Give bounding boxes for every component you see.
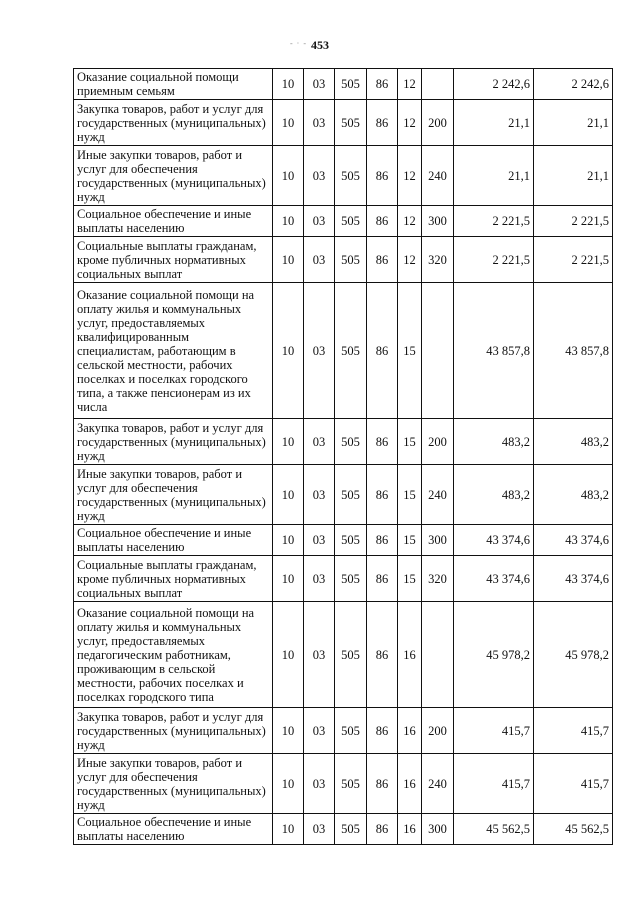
cell-program: 505 [335,708,367,754]
cell-expense-type [422,69,454,100]
cell-subsection: 03 [304,525,335,556]
cell-section: 10 [273,146,304,206]
cell-expense-type: 320 [422,556,454,602]
cell-section: 10 [273,754,304,814]
cell-item: 16 [398,602,422,708]
cell-section: 10 [273,283,304,419]
cell-subsection: 03 [304,556,335,602]
table-row [74,69,613,100]
cell-expense-type: 300 [422,525,454,556]
table-row [74,708,613,754]
cell-amount-1: 21,1 [454,146,534,206]
cell-subsection: 03 [304,814,335,845]
table-body [74,69,613,845]
cell-subprogram: 86 [367,465,398,525]
cell-subprogram: 86 [367,69,398,100]
cell-amount-2: 21,1 [534,100,613,146]
cell-expense-type [422,602,454,708]
cell-amount-1: 2 242,6 [454,69,534,100]
table-row [74,237,613,283]
table-row [74,754,613,814]
cell-amount-1: 2 221,5 [454,237,534,283]
cell-program: 505 [335,754,367,814]
cell-name: Закупка товаров, работ и услуг для государственных (муниципальных) нужд [74,100,273,146]
cell-name: Иные закупки товаров, работ и услуг для обеспечения государственных (муниципальных) нужд [74,465,273,525]
cell-name: Социальное обеспечение и иные выплаты населению [74,206,273,237]
cell-amount-1: 43 374,6 [454,525,534,556]
scan-mark: - · - [290,39,307,48]
cell-subsection: 03 [304,754,335,814]
cell-name: Оказание социальной помощи приемным семьям [74,69,273,100]
cell-section: 10 [273,237,304,283]
cell-subsection: 03 [304,283,335,419]
cell-subprogram: 86 [367,708,398,754]
table-row [74,206,613,237]
cell-amount-1: 43 857,8 [454,283,534,419]
cell-expense-type: 200 [422,100,454,146]
table-row [74,146,613,206]
cell-expense-type: 200 [422,708,454,754]
cell-item: 15 [398,525,422,556]
cell-section: 10 [273,525,304,556]
cell-amount-1: 45 978,2 [454,602,534,708]
table-row [74,283,613,419]
cell-item: 15 [398,465,422,525]
cell-subsection: 03 [304,602,335,708]
cell-expense-type: 320 [422,237,454,283]
cell-subsection: 03 [304,237,335,283]
cell-item: 15 [398,419,422,465]
cell-name: Социальное обеспечение и иные выплаты населению [74,814,273,845]
cell-subprogram: 86 [367,556,398,602]
cell-program: 505 [335,100,367,146]
cell-subprogram: 86 [367,814,398,845]
cell-subprogram: 86 [367,754,398,814]
cell-name: Социальные выплаты гражданам, кроме публичных нормативных социальных выплат [74,556,273,602]
budget-table [73,68,613,845]
cell-name: Иные закупки товаров, работ и услуг для обеспечения государственных (муниципальных) нужд [74,146,273,206]
cell-name: Социальные выплаты гражданам, кроме публичных нормативных социальных выплат [74,237,273,283]
cell-amount-2: 2 221,5 [534,237,613,283]
cell-program: 505 [335,525,367,556]
cell-subprogram: 86 [367,146,398,206]
cell-amount-1: 2 221,5 [454,206,534,237]
cell-amount-1: 415,7 [454,708,534,754]
cell-name: Оказание социальной помощи на оплату жилья и коммунальных услуг, предоставляемых педагогическим работникам, проживающим в сельской местности, рабочих поселках и поселках городского типа [74,602,273,708]
cell-amount-1: 415,7 [454,754,534,814]
cell-name: Социальное обеспечение и иные выплаты населению [74,525,273,556]
cell-item: 15 [398,556,422,602]
cell-subprogram: 86 [367,419,398,465]
cell-amount-1: 21,1 [454,100,534,146]
cell-subprogram: 86 [367,525,398,556]
cell-subsection: 03 [304,69,335,100]
cell-amount-2: 483,2 [534,465,613,525]
table-row [74,602,613,708]
cell-amount-2: 2 242,6 [534,69,613,100]
cell-name: Иные закупки товаров, работ и услуг для обеспечения государственных (муниципальных) нужд [74,754,273,814]
cell-amount-2: 45 978,2 [534,602,613,708]
cell-section: 10 [273,465,304,525]
cell-section: 10 [273,556,304,602]
table-row [74,419,613,465]
cell-amount-1: 483,2 [454,465,534,525]
cell-item: 15 [398,283,422,419]
cell-expense-type: 240 [422,465,454,525]
cell-expense-type: 300 [422,206,454,237]
table-row [74,814,613,845]
table-row [74,465,613,525]
cell-program: 505 [335,465,367,525]
cell-program: 505 [335,146,367,206]
cell-expense-type: 240 [422,754,454,814]
cell-program: 505 [335,206,367,237]
cell-subsection: 03 [304,100,335,146]
cell-subprogram: 86 [367,100,398,146]
page-number-text: 453 [311,38,329,52]
cell-amount-2: 21,1 [534,146,613,206]
cell-item: 16 [398,754,422,814]
cell-item: 12 [398,100,422,146]
cell-amount-2: 415,7 [534,754,613,814]
cell-subsection: 03 [304,206,335,237]
cell-section: 10 [273,206,304,237]
cell-section: 10 [273,419,304,465]
page-number [0,38,640,53]
cell-program: 505 [335,419,367,465]
cell-name: Закупка товаров, работ и услуг для государственных (муниципальных) нужд [74,708,273,754]
cell-program: 505 [335,69,367,100]
cell-program: 505 [335,556,367,602]
cell-item: 12 [398,69,422,100]
cell-section: 10 [273,814,304,845]
cell-program: 505 [335,283,367,419]
cell-item: 12 [398,206,422,237]
cell-subsection: 03 [304,708,335,754]
cell-section: 10 [273,69,304,100]
cell-amount-2: 415,7 [534,708,613,754]
cell-subsection: 03 [304,146,335,206]
cell-item: 12 [398,237,422,283]
table-row [74,556,613,602]
cell-item: 16 [398,814,422,845]
table-row [74,100,613,146]
cell-amount-2: 483,2 [534,419,613,465]
cell-expense-type [422,283,454,419]
cell-amount-2: 43 374,6 [534,525,613,556]
cell-subprogram: 86 [367,206,398,237]
cell-amount-2: 43 857,8 [534,283,613,419]
cell-amount-2: 2 221,5 [534,206,613,237]
cell-amount-2: 43 374,6 [534,556,613,602]
cell-item: 16 [398,708,422,754]
cell-section: 10 [273,708,304,754]
cell-section: 10 [273,602,304,708]
cell-program: 505 [335,602,367,708]
table-row [74,525,613,556]
cell-subprogram: 86 [367,602,398,708]
cell-expense-type: 240 [422,146,454,206]
cell-expense-type: 200 [422,419,454,465]
cell-amount-1: 45 562,5 [454,814,534,845]
cell-program: 505 [335,237,367,283]
cell-subsection: 03 [304,465,335,525]
cell-name: Оказание социальной помощи на оплату жилья и коммунальных услуг, предоставляемых квалифицированным специалистам, работающим в сельской местности, рабочих поселках и поселках городского типа, а также пенсионерам из их числа [74,283,273,419]
cell-amount-1: 483,2 [454,419,534,465]
cell-section: 10 [273,100,304,146]
cell-subprogram: 86 [367,283,398,419]
cell-amount-2: 45 562,5 [534,814,613,845]
cell-program: 505 [335,814,367,845]
cell-name: Закупка товаров, работ и услуг для государственных (муниципальных) нужд [74,419,273,465]
cell-item: 12 [398,146,422,206]
cell-amount-1: 43 374,6 [454,556,534,602]
cell-expense-type: 300 [422,814,454,845]
cell-subsection: 03 [304,419,335,465]
cell-subprogram: 86 [367,237,398,283]
